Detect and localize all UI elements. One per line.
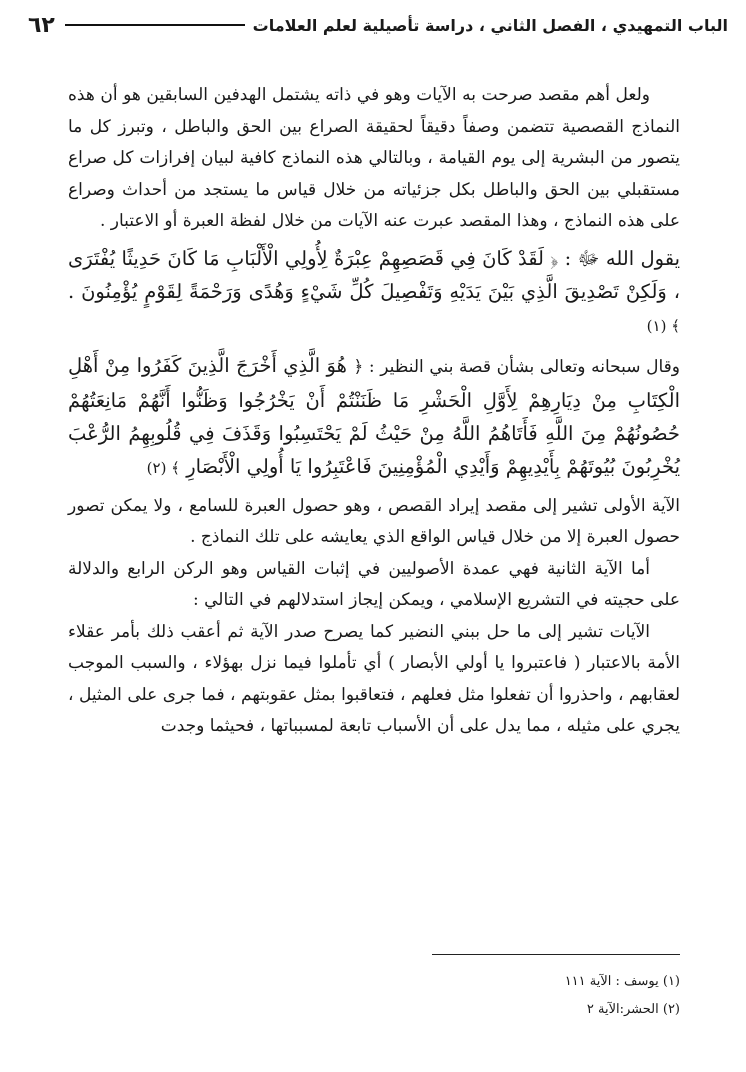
paragraph-4: أما الآية الثانية فهي عمدة الأصوليين في إثبات القياس وهو الركن الرابع والدلالة على حجيته في التشريع الإسلامي ، ويمكن إيجاز استدلالهم في التالي :: [68, 558, 680, 610]
verse-2-text: هُوَ الَّذِي أَخْرَجَ الَّذِينَ كَفَرُوا مِنْ أَهْلِ الْكِتَابِ مِنْ دِيَارِهِمْ لِأَوَّلِ الْحَشْرِ مَا ظَنَنْتُمْ أَنْ يَخْرُجُوا وَظَنُّوا أَنَّهُمْ مَانِعَتُهُمْ حُصُونُهُمْ مِنَ اللَّهِ فَأَتَاهُمُ اللَّهُ مِنْ حَيْثُ لَمْ يَحْتَسِبُوا وَقَذَفَ فِي قُلُوبِهِمُ الرُّعْبَ يُخْرِبُونَ بُيُوتَهُمْ بِأَيْدِيهِمْ وَأَيْدِي الْمُؤْمِنِينَ فَاعْتَبِرُوا يَا أُولِي الْأَبْصَارِ: [68, 353, 680, 478]
footnote-separator: [432, 954, 680, 955]
main-text: [68, 80, 680, 743]
verse-1-footnote-ref: ﴾ (١): [646, 316, 680, 335]
footnote-2: (٢) الحشر:الآية ٢: [586, 1002, 680, 1017]
paragraph-1: ولعل أهم مقصد صرحت به الآيات وهو في ذاته يشتمل الهدفين السابقين هو أن هذه النماذج القصصية تتضمن وصفاً دقيقاً لحقيقة الصراع بين الحق والباطل ، وتبرز كل ما يتصور من البشرية إلى يوم القيامة ، وبالتالي هذه النماذج كافية لبيان إفرازات كل صراع مستقبلي بين الحق والباطل بكل جزئياته من خلال قياس ما يستجد من أحداث وصراع على هذه النماذج ، وهذا المقصد عبرت عنه الآيات من خلال لفظة العبرة أو الاعتبار .: [68, 85, 680, 231]
page-number: ٦٢: [28, 12, 55, 38]
paragraph-5: الآيات تشير إلى ما حل ببني النضير كما يصرح صدر الآية ثم أعقب ذلك بأمر عقلاء الأمة بالاعتبار ( فاعتبروا يا أولي الأبصار ) أي تأملوا فيما نزل بهؤلاء ، والسبب الموجب لعقابهم ، واحذروا أن تفعلوا مثل فعلهم ، فتعاقبوا بمثل عقوبتهم ، فما جرى على المثيل ، يجري على مثيله ، مما يدل على أن الأسباب تابعة لمسبباتها ، فحيثما وجدت: [68, 621, 680, 736]
header-rule: [65, 24, 245, 26]
verse-1-text: لَقَدْ كَانَ فِي قَصَصِهِمْ عِبْرَةٌ لِأُولِي الْأَلْبَابِ مَا كَانَ حَدِيثًا يُفْتَرَى ، وَلَكِنْ تَصْدِيقَ الَّذِي بَيْنَ يَدَيْهِ وَتَفْصِيلَ كُلِّ شَيْءٍ وَهُدًى وَرَحْمَةً لِقَوْمٍ يُؤْمِنُونَ .: [68, 246, 680, 303]
verse-1-block: [68, 242, 680, 343]
paragraph-3: الآية الأولى تشير إلى مقصد إيراد القصص ، وهو حصول العبرة للسامع ، ولا يمكن تصور حصول العبرة إلا من خلال قياس الواقع الذي يعايشه على تلك النماذج .: [68, 495, 680, 547]
running-header: [28, 10, 728, 40]
verse-1-intro: يقول الله ﷻ : ﴿: [550, 246, 680, 270]
verse-2-footnote-ref: ﴾ (٢): [146, 458, 180, 477]
paragraph-2-intro: وقال سبحانه وتعالى بشأن قصة بني النظير : ﴿: [353, 356, 680, 377]
footnote-1: (١) يوسف : الآية ١١١: [564, 974, 680, 989]
header-title: الباب التمهيدي ، الفصل الثاني ، دراسة تأصيلية لعلم العلامات: [252, 15, 728, 35]
verse-2-block: [68, 349, 680, 485]
footnotes: [380, 968, 680, 1024]
